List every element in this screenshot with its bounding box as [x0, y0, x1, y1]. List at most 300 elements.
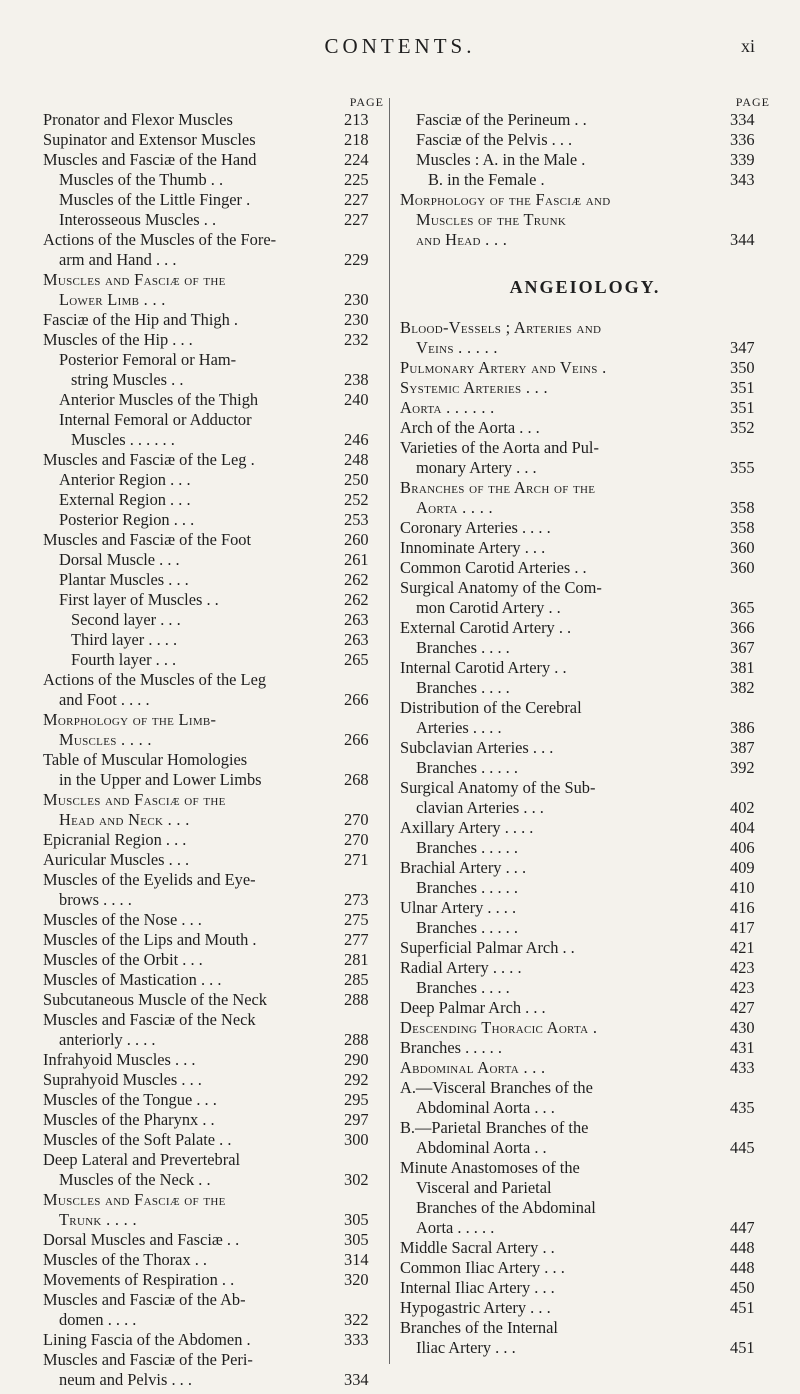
- toc-entry-page: 421: [730, 938, 755, 957]
- left-entry-list: [43, 110, 384, 1390]
- toc-entry-page: 295: [344, 1090, 369, 1109]
- toc-entry-title: arm and Hand . . .: [59, 250, 177, 269]
- toc-entry: [43, 130, 384, 150]
- toc-entry: [400, 1078, 770, 1098]
- toc-entry-title: Branches of the Abdominal: [416, 1198, 596, 1217]
- toc-entry-title: Muscles of the Trunk: [416, 210, 567, 229]
- toc-entry: [400, 818, 770, 838]
- toc-entry-title: B.—Parietal Branches of the: [400, 1118, 589, 1137]
- toc-entry-title: Muscles of the Thorax . .: [43, 1250, 208, 1269]
- toc-entry-title: Muscles and Fasciæ of the Ab-: [43, 1290, 246, 1309]
- toc-entry-page: 270: [344, 830, 369, 849]
- toc-entry-title: Morphology of the Limb-: [43, 710, 217, 729]
- toc-entry: [43, 530, 384, 550]
- toc-entry-page: 344: [730, 230, 755, 249]
- toc-entry: [400, 1158, 770, 1178]
- toc-entry-page: 273: [344, 890, 369, 909]
- left-column: [43, 94, 384, 1390]
- toc-entry: [400, 110, 770, 130]
- toc-entry: [43, 1110, 384, 1130]
- toc-entry-page: 334: [344, 1370, 369, 1389]
- toc-entry-title: Muscles of the Thumb . .: [59, 170, 224, 189]
- toc-entry: [400, 1298, 770, 1318]
- toc-entry-title: Muscles and Fasciæ of the Neck: [43, 1010, 256, 1029]
- toc-entry-title: Veins . . . . .: [416, 338, 498, 357]
- toc-entry-page: 224: [344, 150, 369, 169]
- toc-entry-page: 246: [344, 430, 369, 449]
- toc-entry-title: string Muscles . .: [71, 370, 184, 389]
- toc-entry-page: 281: [344, 950, 369, 969]
- toc-entry-page: 448: [730, 1238, 755, 1257]
- toc-entry-page: 450: [730, 1278, 755, 1297]
- toc-entry: [43, 770, 384, 790]
- toc-entry-title: External Region . . .: [59, 490, 191, 509]
- toc-entry: [400, 858, 770, 878]
- toc-entry: [400, 718, 770, 738]
- toc-entry: [400, 658, 770, 678]
- toc-entry-page: 448: [730, 1258, 755, 1277]
- toc-entry-title: Muscles and Fasciæ of the Foot: [43, 530, 252, 549]
- toc-entry-page: 263: [344, 610, 369, 629]
- toc-entry: [43, 810, 384, 830]
- toc-entry: [43, 1350, 384, 1370]
- toc-entry-title: Varieties of the Aorta and Pul-: [400, 438, 599, 457]
- toc-entry-page: 406: [730, 838, 755, 857]
- right-bottom-entry-list: [400, 318, 770, 1358]
- toc-entry-page: 409: [730, 858, 755, 877]
- toc-entry: [43, 1130, 384, 1150]
- toc-entry-title: Auricular Muscles . . .: [43, 850, 190, 869]
- toc-entry-title: Abdominal Aorta . . .: [416, 1098, 555, 1117]
- toc-entry-page: 250: [344, 470, 369, 489]
- toc-entry-page: 288: [344, 990, 369, 1009]
- toc-entry-page: 358: [730, 518, 755, 537]
- toc-entry-page: 451: [730, 1298, 755, 1317]
- toc-entry-title: Hypogastric Artery . . .: [400, 1298, 551, 1317]
- toc-entry-page: 261: [344, 550, 369, 569]
- toc-entry-page: 262: [344, 570, 369, 589]
- toc-entry-title: Aorta . . . . .: [416, 1218, 495, 1237]
- toc-entry-page: 230: [344, 290, 369, 309]
- toc-entry: [43, 910, 384, 930]
- toc-entry: [400, 1258, 770, 1278]
- toc-entry: [400, 398, 770, 418]
- toc-entry: [400, 1038, 770, 1058]
- toc-entry-title: Muscles of the Orbit . . .: [43, 950, 203, 969]
- toc-entry: [43, 610, 384, 630]
- toc-entry-page: 305: [344, 1210, 369, 1229]
- toc-entry: [400, 978, 770, 998]
- column-divider: [389, 98, 390, 1364]
- toc-entry: [43, 990, 384, 1010]
- toc-entry-title: Subcutaneous Muscle of the Neck: [43, 990, 267, 1009]
- toc-entry: [400, 1198, 770, 1218]
- toc-entry: [43, 1170, 384, 1190]
- toc-entry-page: 366: [730, 618, 755, 637]
- toc-entry-title: mon Carotid Artery . .: [416, 598, 561, 617]
- toc-entry-page: 350: [730, 358, 755, 377]
- toc-entry: [43, 290, 384, 310]
- toc-entry-title: Branches . . . . .: [400, 1038, 502, 1057]
- toc-entry-page: 447: [730, 1218, 755, 1237]
- toc-entry-title: Pronator and Flexor Muscles: [43, 110, 233, 129]
- toc-entry-title: Suprahyoid Muscles . . .: [43, 1070, 202, 1089]
- toc-entry-page: 416: [730, 898, 755, 917]
- toc-entry-page: 252: [344, 490, 369, 509]
- page-header: [0, 0, 800, 90]
- toc-entry-title: Blood-Vessels ; Arteries and: [400, 318, 602, 337]
- toc-entry-title: Branches of the Internal: [400, 1318, 558, 1337]
- toc-entry-page: 333: [344, 1330, 369, 1349]
- toc-entry-title: Branches . . . . .: [416, 838, 518, 857]
- toc-entry-title: Muscles and Fasciæ of the: [43, 1190, 226, 1209]
- toc-entry-page: 232: [344, 330, 369, 349]
- toc-entry-page: 355: [730, 458, 755, 477]
- toc-entry-title: Branches . . . . .: [416, 878, 518, 897]
- toc-entry-title: Branches . . . .: [416, 678, 510, 697]
- toc-entry-title: Epicranial Region . . .: [43, 830, 187, 849]
- toc-entry: [400, 678, 770, 698]
- toc-entry-title: Anterior Region . . .: [59, 470, 191, 489]
- toc-entry-page: 430: [730, 1018, 755, 1037]
- toc-entry-title: Muscles of the Tongue . . .: [43, 1090, 217, 1109]
- toc-entry-title: anteriorly . . . .: [59, 1030, 156, 1049]
- toc-entry: [43, 1310, 384, 1330]
- toc-entry: [400, 838, 770, 858]
- toc-entry: [400, 618, 770, 638]
- toc-entry-title: Muscles of the Little Finger .: [59, 190, 251, 209]
- toc-entry-page: 288: [344, 1030, 369, 1049]
- toc-entry-page: 314: [344, 1250, 369, 1269]
- toc-entry-title: Table of Muscular Homologies: [43, 750, 248, 769]
- toc-entry: [43, 390, 384, 410]
- toc-entry-page: 360: [730, 558, 755, 577]
- toc-entry: [43, 850, 384, 870]
- toc-entry-title: Muscles of Mastication . . .: [43, 970, 222, 989]
- toc-entry-title: Surgical Anatomy of the Com-: [400, 578, 602, 597]
- toc-entry: [43, 230, 384, 250]
- toc-entry: [43, 490, 384, 510]
- toc-entry-title: Posterior Femoral or Ham-: [59, 350, 237, 369]
- toc-entry-page: 290: [344, 1050, 369, 1069]
- toc-entry-title: B. in the Female .: [428, 170, 545, 189]
- toc-entry-title: Infrahyoid Muscles . . .: [43, 1050, 196, 1069]
- toc-entry-title: in the Upper and Lower Limbs: [59, 770, 262, 789]
- toc-entry: [400, 458, 770, 478]
- toc-entry: [43, 330, 384, 350]
- toc-entry-title: brows . . . .: [59, 890, 132, 909]
- toc-entry-title: Descending Thoracic Aorta .: [400, 1018, 598, 1037]
- toc-entry-title: Subclavian Arteries . . .: [400, 738, 554, 757]
- toc-entry-title: Muscles . . . . . .: [71, 430, 175, 449]
- toc-entry: [400, 898, 770, 918]
- toc-entry: [400, 578, 770, 598]
- toc-entry-page: 213: [344, 110, 369, 129]
- toc-entry: [400, 210, 770, 230]
- toc-entry-title: First layer of Muscles . .: [59, 590, 219, 609]
- toc-entry-page: 334: [730, 110, 755, 129]
- toc-entry: [400, 1338, 770, 1358]
- toc-entry: [400, 918, 770, 938]
- toc-entry: [400, 1138, 770, 1158]
- toc-entry-title: Muscles of the Soft Palate . .: [43, 1130, 232, 1149]
- toc-entry-page: 445: [730, 1138, 755, 1157]
- toc-entry-title: Second layer . . .: [71, 610, 181, 629]
- toc-entry-title: Muscles of the Pharynx . .: [43, 1110, 215, 1129]
- toc-entry-page: 225: [344, 170, 369, 189]
- page-column-label: PAGE: [349, 95, 384, 109]
- toc-entry-page: 266: [344, 730, 369, 749]
- toc-entry-title: Lower Limb . . .: [59, 290, 166, 309]
- toc-entry-page: 451: [730, 1338, 755, 1357]
- toc-entry-title: monary Artery . . .: [416, 458, 537, 477]
- toc-entry-page: 322: [344, 1310, 369, 1329]
- toc-entry-title: Movements of Respiration . .: [43, 1270, 235, 1289]
- toc-entry: [400, 1058, 770, 1078]
- page-title: CONTENTS.: [324, 34, 476, 58]
- toc-entry-page: 351: [730, 398, 755, 417]
- toc-entry-page: 240: [344, 390, 369, 409]
- toc-entry: [400, 558, 770, 578]
- toc-entry: [400, 1218, 770, 1238]
- toc-entry: [400, 698, 770, 718]
- toc-entry: [400, 418, 770, 438]
- toc-entry: [43, 310, 384, 330]
- page-number: xi: [741, 36, 756, 56]
- toc-entry-title: Axillary Artery . . . .: [400, 818, 534, 837]
- toc-entry-title: Branches . . . .: [416, 638, 510, 657]
- toc-entry-page: 336: [730, 130, 755, 149]
- toc-entry: [43, 410, 384, 430]
- toc-entry-title: Muscles : A. in the Male .: [416, 150, 586, 169]
- toc-entry-title: Coronary Arteries . . . .: [400, 518, 551, 537]
- toc-entry-title: neum and Pelvis . . .: [59, 1370, 192, 1389]
- toc-entry-page: 230: [344, 310, 369, 329]
- toc-entry-page: 277: [344, 930, 369, 949]
- toc-entry-title: and Foot . . . .: [59, 690, 150, 709]
- toc-entry: [43, 370, 384, 390]
- toc-entry-page: 297: [344, 1110, 369, 1129]
- toc-entry: [43, 1330, 384, 1350]
- toc-entry-page: 339: [730, 150, 755, 169]
- toc-entry: [43, 650, 384, 670]
- toc-entry: [400, 498, 770, 518]
- toc-entry-page: 302: [344, 1170, 369, 1189]
- toc-entry: [43, 1210, 384, 1230]
- toc-entry: [43, 350, 384, 370]
- toc-entry: [400, 998, 770, 1018]
- toc-entry: [400, 1238, 770, 1258]
- toc-entry: [43, 790, 384, 810]
- toc-entry-title: Posterior Region . . .: [59, 510, 195, 529]
- toc-entry-title: Innominate Artery . . .: [400, 538, 546, 557]
- toc-entry-title: Muscles and Fasciæ of the Leg .: [43, 450, 255, 469]
- toc-entry: [43, 1290, 384, 1310]
- toc-entry-title: Deep Palmar Arch . . .: [400, 998, 546, 1017]
- toc-entry-title: Branches . . . . .: [416, 758, 518, 777]
- toc-entry-page: 351: [730, 378, 755, 397]
- toc-entry-page: 431: [730, 1038, 755, 1057]
- toc-entry: [400, 130, 770, 150]
- toc-entry-page: 435: [730, 1098, 755, 1117]
- toc-entry-title: clavian Arteries . . .: [416, 798, 544, 817]
- toc-entry: [43, 190, 384, 210]
- toc-entry-title: Branches . . . . .: [416, 918, 518, 937]
- toc-entry-page: 260: [344, 530, 369, 549]
- toc-entry: [43, 950, 384, 970]
- toc-entry-page: 417: [730, 918, 755, 937]
- toc-entry-page: 227: [344, 190, 369, 209]
- toc-entry: [400, 778, 770, 798]
- toc-entry: [43, 730, 384, 750]
- toc-entry-title: Arch of the Aorta . . .: [400, 418, 540, 437]
- toc-entry: [43, 1190, 384, 1210]
- toc-entry-title: Superficial Palmar Arch . .: [400, 938, 575, 957]
- toc-entry-title: Trunk . . . .: [59, 1210, 137, 1229]
- toc-entry-page: 367: [730, 638, 755, 657]
- toc-entry: [43, 1010, 384, 1030]
- toc-entry: [43, 510, 384, 530]
- toc-entry-title: Pulmonary Artery and Veins .: [400, 358, 607, 377]
- toc-entry-page: 358: [730, 498, 755, 517]
- toc-entry-page: 423: [730, 978, 755, 997]
- toc-entry: [400, 538, 770, 558]
- toc-entry-page: 227: [344, 210, 369, 229]
- toc-entry-page: 266: [344, 690, 369, 709]
- section-heading: ANGEIOLOGY.: [509, 277, 661, 297]
- toc-entry: [400, 230, 770, 250]
- toc-entry: [43, 270, 384, 290]
- toc-entry: [400, 518, 770, 538]
- toc-entry-title: Iliac Artery . . .: [416, 1338, 516, 1357]
- toc-entry-page: 271: [344, 850, 369, 869]
- toc-entry: [400, 758, 770, 778]
- toc-entry-page: 253: [344, 510, 369, 529]
- toc-entry-title: Ulnar Artery . . . .: [400, 898, 517, 917]
- toc-entry-title: Distribution of the Cerebral: [400, 698, 582, 717]
- toc-entry-title: Dorsal Muscles and Fasciæ . .: [43, 1230, 240, 1249]
- toc-entry-page: 300: [344, 1130, 369, 1149]
- toc-entry: [43, 150, 384, 170]
- toc-entry: [43, 450, 384, 470]
- toc-entry-page: 263: [344, 630, 369, 649]
- toc-entry-title: Internal Iliac Artery . . .: [400, 1278, 555, 1297]
- toc-entry: [400, 1318, 770, 1338]
- toc-entry-title: Abdominal Aorta . . .: [400, 1058, 546, 1077]
- toc-entry: [400, 638, 770, 658]
- toc-entry-title: Dorsal Muscle . . .: [59, 550, 180, 569]
- toc-entry-title: Muscles and Fasciæ of the Peri-: [43, 1350, 253, 1369]
- right-top-entry-list: [400, 110, 770, 250]
- toc-entry: [43, 670, 384, 690]
- toc-entry: [400, 1278, 770, 1298]
- toc-entry-title: Systemic Arteries . . .: [400, 378, 548, 397]
- toc-entry: [43, 750, 384, 770]
- toc-entry-title: Muscles of the Neck . .: [59, 1170, 211, 1189]
- toc-entry-page: 285: [344, 970, 369, 989]
- toc-entry-title: Third layer . . . .: [71, 630, 178, 649]
- toc-entry-title: Interosseous Muscles . .: [59, 210, 217, 229]
- toc-entry-title: Morphology of the Fasciæ and: [400, 190, 611, 209]
- toc-entry-title: Middle Sacral Artery . .: [400, 1238, 555, 1257]
- toc-entry: [400, 318, 770, 338]
- toc-entry-title: Surgical Anatomy of the Sub-: [400, 778, 596, 797]
- toc-entry-page: 392: [730, 758, 755, 777]
- toc-entry-title: Common Iliac Artery . . .: [400, 1258, 565, 1277]
- toc-entry: [43, 590, 384, 610]
- toc-entry-title: Muscles and Fasciæ of the Hand: [43, 150, 257, 169]
- toc-entry-page: 433: [730, 1058, 755, 1077]
- toc-entry-page: 229: [344, 250, 369, 269]
- toc-entry: [43, 630, 384, 650]
- toc-entry-title: Anterior Muscles of the Thigh: [59, 390, 259, 409]
- toc-entry-title: Supinator and Extensor Muscles: [43, 130, 256, 149]
- toc-entry-page: 427: [730, 998, 755, 1017]
- toc-entry-title: Common Carotid Arteries . .: [400, 558, 587, 577]
- toc-entry-title: A.—Visceral Branches of the: [400, 1078, 593, 1097]
- toc-entry: [400, 598, 770, 618]
- toc-entry: [43, 1030, 384, 1050]
- toc-entry: [400, 1178, 770, 1198]
- toc-entry: [43, 870, 384, 890]
- toc-entry-page: 423: [730, 958, 755, 977]
- toc-entry-title: Abdominal Aorta . .: [416, 1138, 547, 1157]
- toc-entry-title: Arteries . . . .: [416, 718, 502, 737]
- toc-entry: [43, 970, 384, 990]
- toc-entry-page: 320: [344, 1270, 369, 1289]
- toc-entry: [400, 878, 770, 898]
- toc-entry-title: Actions of the Muscles of the Leg: [43, 670, 267, 689]
- toc-entry-title: Branches of the Arch of the: [400, 478, 596, 497]
- toc-entry-page: 381: [730, 658, 755, 677]
- toc-entry: [43, 550, 384, 570]
- toc-entry: [43, 1250, 384, 1270]
- toc-entry-page: 404: [730, 818, 755, 837]
- toc-entry: [43, 430, 384, 450]
- toc-entry-title: Branches . . . .: [416, 978, 510, 997]
- toc-entry: [400, 958, 770, 978]
- toc-entry: [43, 470, 384, 490]
- toc-entry-title: External Carotid Artery . .: [400, 618, 572, 637]
- right-column: [400, 94, 770, 1358]
- toc-entry-title: Aorta . . . .: [416, 498, 493, 517]
- toc-entry: [400, 378, 770, 398]
- toc-entry: [43, 1270, 384, 1290]
- toc-entry-page: 387: [730, 738, 755, 757]
- toc-entry: [43, 830, 384, 850]
- toc-entry-title: Lining Fascia of the Abdomen .: [43, 1330, 251, 1349]
- toc-entry-title: Actions of the Muscles of the Fore-: [43, 230, 277, 249]
- toc-entry-page: 218: [344, 130, 369, 149]
- toc-entry: [43, 570, 384, 590]
- toc-entry: [43, 250, 384, 270]
- toc-entry-page: 352: [730, 418, 755, 437]
- toc-entry-title: Visceral and Parietal: [416, 1178, 552, 1197]
- toc-entry: [400, 438, 770, 458]
- toc-entry-page: 402: [730, 798, 755, 817]
- toc-entry-page: 268: [344, 770, 369, 789]
- toc-entry-title: Head and Neck . . .: [59, 810, 190, 829]
- toc-entry-title: Fourth layer . . .: [71, 650, 177, 669]
- toc-entry: [400, 478, 770, 498]
- toc-entry-title: Deep Lateral and Prevertebral: [43, 1150, 241, 1169]
- toc-entry-title: Fasciæ of the Hip and Thigh .: [43, 310, 238, 329]
- toc-entry-title: Fasciæ of the Perineum . .: [416, 110, 587, 129]
- toc-entry-page: 365: [730, 598, 755, 617]
- toc-entry-page: 343: [730, 170, 755, 189]
- toc-entry-title: Radial Artery . . . .: [400, 958, 522, 977]
- toc-entry-title: Internal Carotid Artery . .: [400, 658, 567, 677]
